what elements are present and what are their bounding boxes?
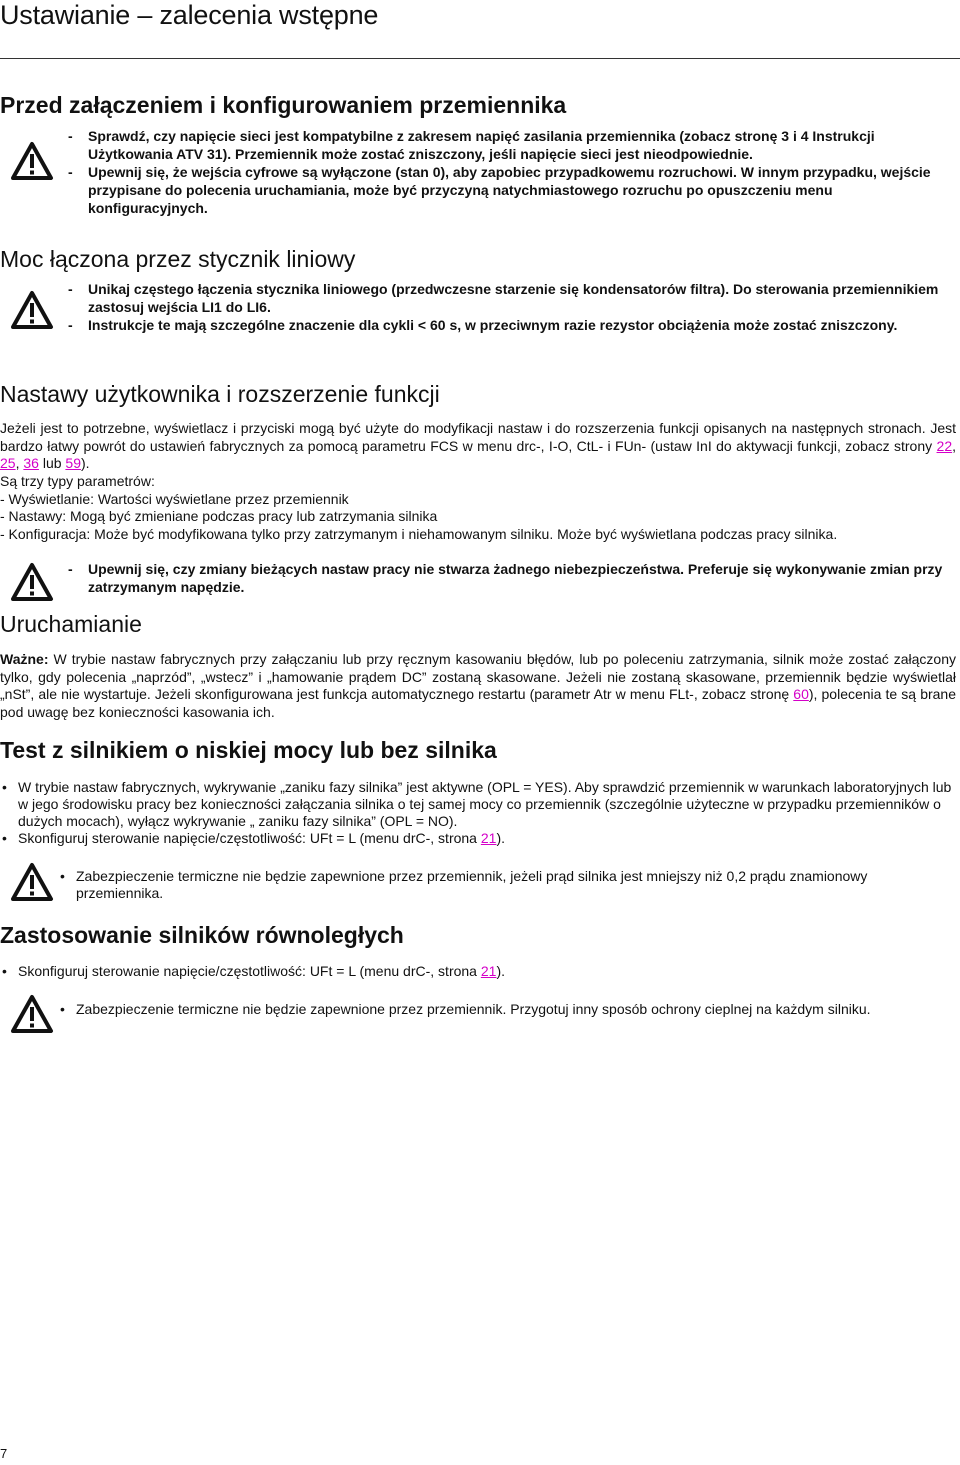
settings-warning-list: [68, 560, 954, 596]
page-link-36[interactable]: 36: [23, 455, 39, 471]
list-item: - Unikaj częstego łączenia stycznika liniowego (przedwczesne starzenie się kondensatorów filtra). Do sterowania przemiennikiem zastosuj wejścia LI1 do LI6.: [68, 280, 954, 316]
precheck-list: [68, 127, 954, 217]
section-heading-line-contactor: Moc łączona przez stycznik liniowy: [0, 246, 356, 272]
warning-icon: [10, 290, 54, 330]
warning-icon: [10, 562, 54, 602]
low-power-test-note: [58, 868, 948, 902]
startup-paragraph: Ważne: W trybie nastaw fabrycznych przy załączaniu lub przy ręcznym kasowaniu błędów, lub po poleceniu zatrzymania, silnik może zostać załączony tylko, gdy polecenia „naprzód”, „wstecz” i „hamowanie prądem DC” zostaną skasowane. Jeżeli nie zostaną skasowane, przemiennik będzie wyświetlał „nSt”, ale nie wystartuje. Jeżeli skonfigurowana jest funkcja automatycznego restartu (parametr Atr w menu FLt-, zobacz stronę 60), polecenia te są brane pod uwagę bez konieczności kasowania ich.: [0, 651, 956, 720]
parameter-type-config: - Konfiguracja: Może być modyfikowana tylko przy zatrzymanym i niehamowanym silniku. Może być wyświetlana podczas pracy silnika.: [0, 526, 838, 542]
list-item: - Upewnij się, że wejścia cyfrowe są wyłączone (stan 0), aby zapobiec przypadkowemu rozruchowi. W innym przypadku, wejście przypisane do polecenia uruchamiania, może być przyczyną natychmiastowego rozruchu po opuszczeniu menu konfiguracyjnych.: [68, 163, 954, 217]
page-link-60[interactable]: 60: [793, 686, 809, 702]
list-item: • Skonfiguruj sterowanie napięcie/częstotliwość: UFt = L (menu drC-, strona 21).: [0, 830, 956, 847]
page-link-22[interactable]: 22: [936, 437, 953, 454]
parameter-type-settings: - Nastawy: Mogą być zmieniane podczas pracy lub zatrzymania silnika: [0, 508, 438, 524]
page-title: Ustawianie – zalecenia wstępne: [0, 0, 379, 30]
list-item: - Upewnij się, czy zmiany bieżących nastaw pracy nie stwarza żadnego niebezpieczeństwa. Preferuje się wykonywanie zmian przy zatrzymanym napędzie.: [68, 560, 954, 596]
contactor-list: [68, 280, 954, 334]
warning-icon: [10, 862, 54, 902]
list-item: - Instrukcje te mają szczególne znaczenie dla cykli < 60 s, w przeciwnym razie rezystor obciążenia może zostać zniszczony.: [68, 316, 954, 334]
list-item: • W trybie nastaw fabrycznych, wykrywanie „zaniku fazy silnika” jest aktywne (OPL = YES). Aby sprawdzić przemiennik w warunkach laboratoryjnych lub w jego środowisku pracy bez konieczności załączania silnika o tej samej mocy co przemiennik (szczególnie użyteczne w przypadku przemienników o dużych mocach), wyłącz wykrywanie „ zaniku fazy silnika” (OPL = NO).: [0, 779, 956, 830]
parameter-type-display: - Wyświetlanie: Wartości wyświetlane przez przemiennik: [0, 491, 349, 507]
page-number: 7: [0, 1446, 8, 1461]
title-divider: [0, 58, 960, 59]
warning-icon: [10, 994, 54, 1034]
parameter-types-intro: Są trzy typy parametrów:: [0, 473, 155, 489]
section-heading-low-power-test: Test z silnikiem o niskiej mocy lub bez silnika: [0, 737, 497, 763]
list-item: • Zabezpieczenie termiczne nie będzie zapewnione przez przemiennik, jeżeli prąd silnika jest mniejszy niż 0,2 prądu znamionowy przemiennika.: [58, 868, 948, 902]
section-heading-startup: Uruchamianie: [0, 611, 142, 637]
page-link-21[interactable]: 21: [480, 830, 497, 846]
warning-icon: [10, 141, 54, 181]
list-item: • Skonfiguruj sterowanie napięcie/częstotliwość: UFt = L (menu drC-, strona 21).: [0, 963, 956, 980]
user-settings-paragraph: Jeżeli jest to potrzebne, wyświetlacz i przyciski mogą być użyte do modyfikacji nastaw i do rozszerzenia funkcji opisanych na następnych stronach. Jest bardzo łatwy powrót do ustawień fabrycznych za pomocą parametru FCS w menu drc-, I-O, CtL- i FUn- (ustaw InI do aktywacji funkcji, zobacz strony 22, 25, 36 lub 59).: [0, 420, 956, 471]
page-link-21[interactable]: 21: [480, 963, 497, 979]
page-link-59[interactable]: 59: [65, 455, 81, 471]
list-item: • Zabezpieczenie termiczne nie będzie zapewnione przez przemiennik. Przygotuj inny sposób ochrony cieplnej na każdym silniku.: [58, 1001, 948, 1018]
section-heading-before-powerup: Przed załączeniem i konfigurowaniem przemiennika: [0, 92, 567, 118]
page-link-25[interactable]: 25: [0, 455, 16, 471]
parallel-motors-list: [0, 963, 956, 980]
parallel-motors-note: [58, 1001, 948, 1018]
section-heading-parallel-motors: Zastosowanie silników równoległych: [0, 922, 404, 948]
section-heading-user-settings: Nastawy użytkownika i rozszerzenie funkcji: [0, 381, 440, 407]
low-power-test-list: [0, 779, 956, 847]
list-item: - Sprawdź, czy napięcie sieci jest kompatybilne z zakresem napięć zasilania przemiennika (zobacz stronę 3 i 4 Instrukcji Użytkowania ATV 31). Przemiennik może zostać zniszczony, jeśli napięcie sieci jest nieodpowiednie.: [68, 127, 954, 163]
